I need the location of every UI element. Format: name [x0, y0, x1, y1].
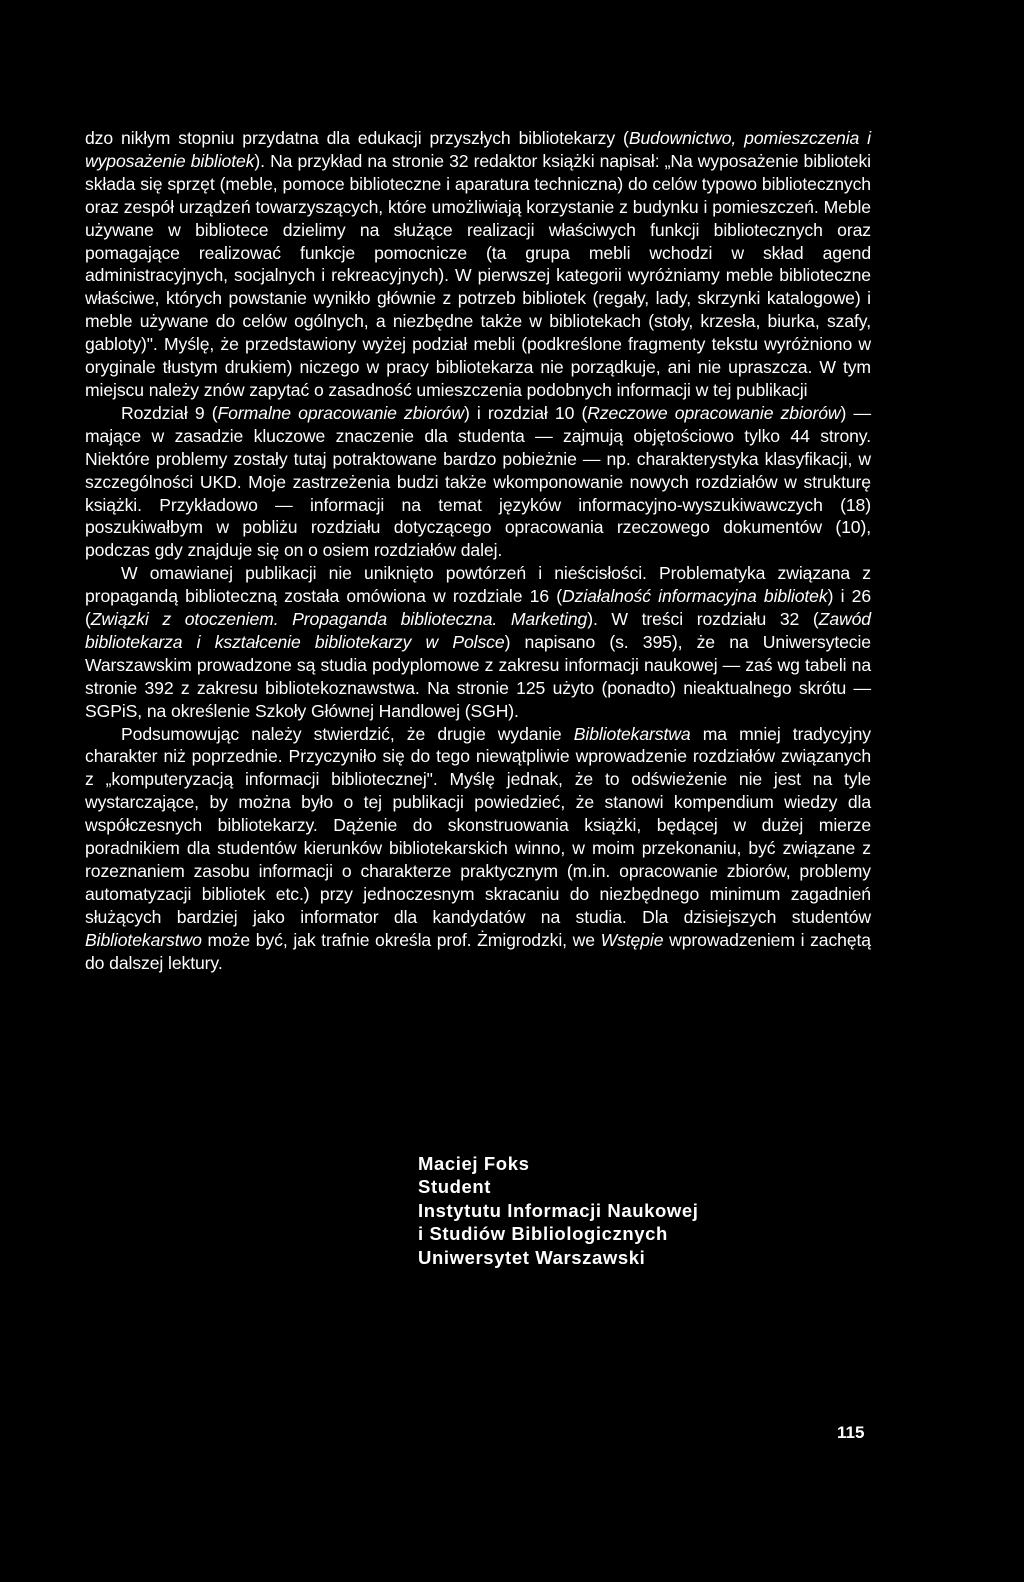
- text-run: ) napisano (s. 395), że na Uniwersytecie Warszawskim prowadzone są studia podyplomowe z zakresu informacji naukowej — zaś wg tabeli na stronie 392 z zakresu bibliotekoznawstwa. Na stronie 125 użyto (ponadto) nieaktualnego skrótu — SGPiS, na określenie Szkoły Głównej Handlowej (SGH).: [85, 631, 871, 721]
- text-run: może być, jak trafnie określa prof. Żmigrodzki, we: [201, 929, 601, 950]
- body-text: [85, 127, 871, 975]
- author-affiliation-line-2: i Studiów Bibliologicznych: [418, 1223, 668, 1245]
- text-run: wprowadzeniem i zachętą do dalszej lektury.: [85, 929, 871, 973]
- italic-title: Rzeczowe opracowanie zbiorów: [587, 402, 841, 423]
- text-run: W omawianej publikacji nie uniknięto powtórzeń i nieścisłości. Problematyka związana z propagandą biblioteczną została omówiona w rozdziale 16 (: [85, 563, 871, 607]
- text-run: ) — mające w zasadzie kluczowe znaczenie dla studenta — zajmują objętościowo tylko 44 strony. Niektóre problemy zostały tutaj potraktowane bardzo pobieżnie — np. charakterystyka klasyfikacji, w szczególności UKD. Moje zastrzeżenia budzi także wkomponowanie nowych rozdziałów w strukturę książki. Przykładowo — informacji na temat języków informacyjno-wyszukiwawczych (18) poszukiwałbym w pobliżu rozdziału dotyczącego opracowania rzeczowego dokumentów (10), podczas gdy znajduje się on o osiem rozdziałów dalej.: [85, 402, 871, 561]
- text-run: ). Na przykład na stronie 32 redaktor książki napisał: „Na wyposażenie biblioteki składa się sprzęt (meble, pomoce biblioteczne i aparatura techniczna) do celów typowo bibliotecznych oraz zespół urządzeń towarzyszących, które umożliwiają korzystanie z budynku i pomieszczeń. Meble używane w bibliotece dzielimy na służące realizacji właściwych funkcji bibliotecznych oraz pomagające realizować funkcje pomocnicze (ta grupa mebli wchodzi w skład agend administracyjnych, socjalnych i rekreacyjnych). W pierwszej kategorii wyróżniamy meble biblioteczne właściwe, których powstanie wynikło głównie z potrzeb bibliotek (regały, lady, skrzynki katalogowe) i meble używane do celów ogólnych, a niezbędne także w bibliotekach (stoły, krzesła, biurka, szafy, gabloty)". Myślę, że przedstawiony wyżej podział mebli (podkreślone fragmenty tekstu wyróżniono w oryginale tłustym drukiem) niczego w pracy bibliotekarza nie porządkuje, ani nie upraszcza. W tym miejscu należy znów zapytać o zasadność umieszczenia podobnych informacji w tej publikacji: [85, 150, 871, 400]
- italic-title: Związki z otoczeniem. Propaganda biblioteczna. Marketing: [90, 609, 588, 630]
- author-signature: [418, 1152, 699, 1269]
- author-role: Student: [418, 1176, 492, 1198]
- paragraph: [85, 723, 871, 975]
- paragraph: [85, 127, 871, 402]
- text-run: ) i rozdział 10 (: [463, 402, 588, 423]
- text-run: dzo nikłym stopniu przydatna dla edukacji przyszłych bibliotekarzy (: [85, 128, 629, 148]
- author-affiliation-line-1: Instytutu Informacji Naukowej: [418, 1199, 699, 1221]
- text-run: Podsumowując należy stwierdzić, że drugie wydanie: [121, 723, 574, 744]
- italic-title: Formalne opracowanie zbiorów: [217, 402, 464, 423]
- author-university: Uniwersytet Warszawski: [418, 1246, 646, 1268]
- author-name: Maciej Foks: [418, 1153, 530, 1174]
- paragraph: [85, 562, 871, 722]
- italic-title: Budownictwo, pomieszczenia i wyposażenie bibliotek: [85, 128, 871, 171]
- italic-title: Działalność informacyjna bibliotek: [562, 586, 828, 607]
- italic-title: Bibliotekarstwa: [573, 723, 691, 744]
- text-run: ma mniej tradycyjny charakter niż poprzednie. Przyczyniło się do tego niewątpliwie wprowadzenie rozdziałów związanych z „komputeryzacją informacji bibliotecznej". Myślę jednak, że to odświeżenie nie jest na tyle wystarczające, by można było o tej publikacji powiedzieć, że stanowi kompendium wiedzy dla współczesnych bibliotekarzy. Dążenie do skonstruowania książki, będącej w dużej mierze poradnikiem dla studentów kierunków bibliotekarskich winno, w moim przekonaniu, być związane z rozeznaniem zasobu informacji o charakterze praktycznym (m.in. opracowanie zbiorów, problemy automatyzacji bibliotek etc.) przy jednoczesnym skracaniu do niezbędnego minimum zagadnień służących bardziej jako informator dla kandydatów na studia. Dla dzisiejszych studentów: [85, 723, 871, 927]
- text-run: Rozdział 9 (: [121, 402, 218, 423]
- paragraph: [85, 402, 871, 562]
- italic-title: Bibliotekarstwo: [85, 929, 202, 950]
- text-run: ) i 26 (: [85, 586, 872, 630]
- text-run: ). W treści rozdziału 32 (: [587, 609, 819, 630]
- italic-title: Wstępie: [600, 929, 664, 950]
- page-number: 115: [837, 1423, 865, 1442]
- italic-title: Zawód bibliotekarza i kształcenie bibliotekarzy w Polsce: [85, 609, 871, 652]
